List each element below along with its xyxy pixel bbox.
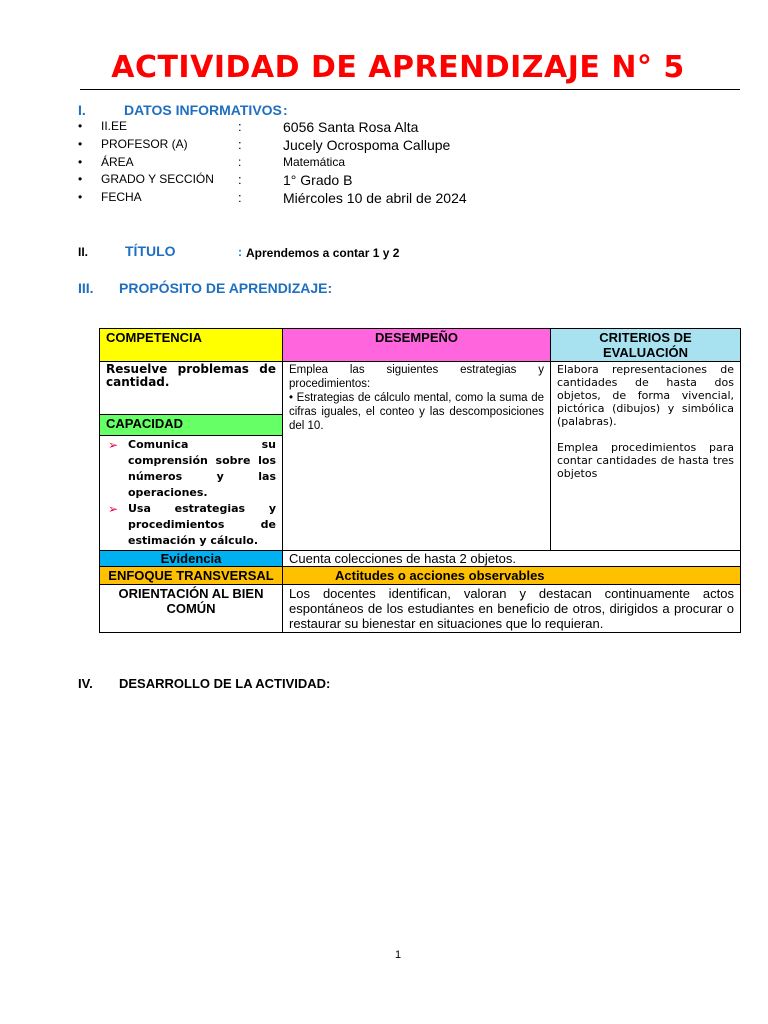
bullet: • [78, 137, 83, 151]
section-1-number: I. [78, 102, 86, 118]
info-row-grado [78, 172, 718, 190]
info-separator: : [238, 119, 242, 134]
info-label: GRADO Y SECCIÓN [101, 172, 214, 186]
bullet: • [78, 119, 83, 133]
info-label: PROFESOR (A) [101, 137, 188, 151]
info-value: Jucely Ocrospoma Callupe [283, 137, 451, 153]
info-separator: : [238, 190, 242, 205]
section-2-heading: TÍTULO [125, 243, 176, 259]
section-4-number: IV. [78, 676, 93, 691]
enfoque-label: ENFOQUE TRANSVERSAL [100, 567, 283, 585]
title-divider [80, 89, 740, 90]
info-row-ie [78, 119, 718, 137]
header-competencia: COMPETENCIA [100, 329, 283, 362]
page-number: 1 [394, 949, 402, 961]
bullet: • [78, 155, 83, 169]
info-label: II.EE [101, 119, 128, 133]
capacidad-item [106, 437, 276, 501]
capacidades-list [100, 436, 283, 551]
desempeno-intro: Emplea las siguientes estrategias y procedimientos: [289, 364, 544, 390]
info-row-profesor [78, 137, 718, 155]
info-label: FECHA [101, 190, 142, 204]
section-2 [78, 243, 400, 260]
section-4-heading: DESARROLLO DE LA ACTIVIDAD: [119, 676, 331, 691]
document-title: ACTIVIDAD DE APRENDIZAJE N° 5 [111, 50, 685, 85]
info-value: Miércoles 10 de abril de 2024 [283, 190, 467, 206]
learning-purpose-table [99, 328, 741, 633]
evidencia-label: Evidencia [100, 551, 283, 567]
actitudes-label: Actitudes o acciones observables [283, 567, 741, 585]
orientacion-text: Los docentes identifican, valoran y destacan continuamente actos espontáneos de los estudiantes en beneficio de otros, dirigidos a procurar o restaurar su bienestar en situaciones que lo requieran. [283, 585, 741, 633]
capacidad-item [106, 501, 276, 549]
info-separator: : [238, 137, 242, 152]
section-2-colon: : [238, 245, 242, 259]
bullet: • [78, 190, 83, 204]
capacidad-text: Comunica su comprensión sobre los números y las operaciones. [128, 438, 276, 499]
info-separator: : [238, 172, 242, 187]
arrow-bullet-icon: ➢ [108, 502, 119, 516]
orientacion-label: ORIENTACIÓN AL BIEN COMÚN [100, 585, 283, 633]
criterio-1: Elabora representaciones de cantidades de hasta dos objetos, de forma vivencial, pictórica (dibujos) y simbólica (palabras). [557, 363, 734, 428]
capacidad-text: Usa estrategias y procedimientos de estimación y cálculo. [128, 502, 276, 547]
section-1-colon: : [283, 102, 288, 118]
info-value: Matemática [283, 155, 346, 169]
info-value: 6056 Santa Rosa Alta [283, 119, 419, 135]
criterios-cell [551, 362, 741, 551]
section-3-heading: PROPÓSITO DE APRENDIZAJE: [119, 280, 333, 296]
info-value: 1° Grado B [283, 172, 353, 188]
header-desempeno: DESEMPEÑO [283, 329, 551, 362]
section-3-number: III. [78, 280, 94, 296]
criterio-2: Emplea procedimientos para contar cantidades de hasta tres objetos [557, 441, 734, 480]
header-criterios: CRITERIOS DE EVALUACIÓN [551, 329, 741, 362]
activity-title: Aprendemos a contar 1 y 2 [246, 246, 400, 260]
info-row-area [78, 155, 718, 173]
section-2-number: II. [78, 245, 89, 259]
desempeno-item: • Estrategias de cálculo mental, como la suma de cifras iguales, el conteo y las descomposiciones del 10. [289, 392, 544, 432]
info-separator: : [238, 155, 242, 169]
bullet: • [78, 172, 83, 186]
desempeno-cell [283, 362, 551, 551]
section-4 [78, 676, 331, 691]
info-row-fecha [78, 190, 718, 208]
section-1-heading: DATOS INFORMATIVOS [124, 102, 282, 118]
evidencia-text: Cuenta colecciones de hasta 2 objetos. [283, 551, 741, 567]
competencia-text: Resuelve problemas de cantidad. [100, 362, 283, 415]
header-capacidad: CAPACIDAD [100, 415, 283, 436]
arrow-bullet-icon: ➢ [108, 438, 119, 452]
info-label: ÁREA [101, 155, 134, 169]
